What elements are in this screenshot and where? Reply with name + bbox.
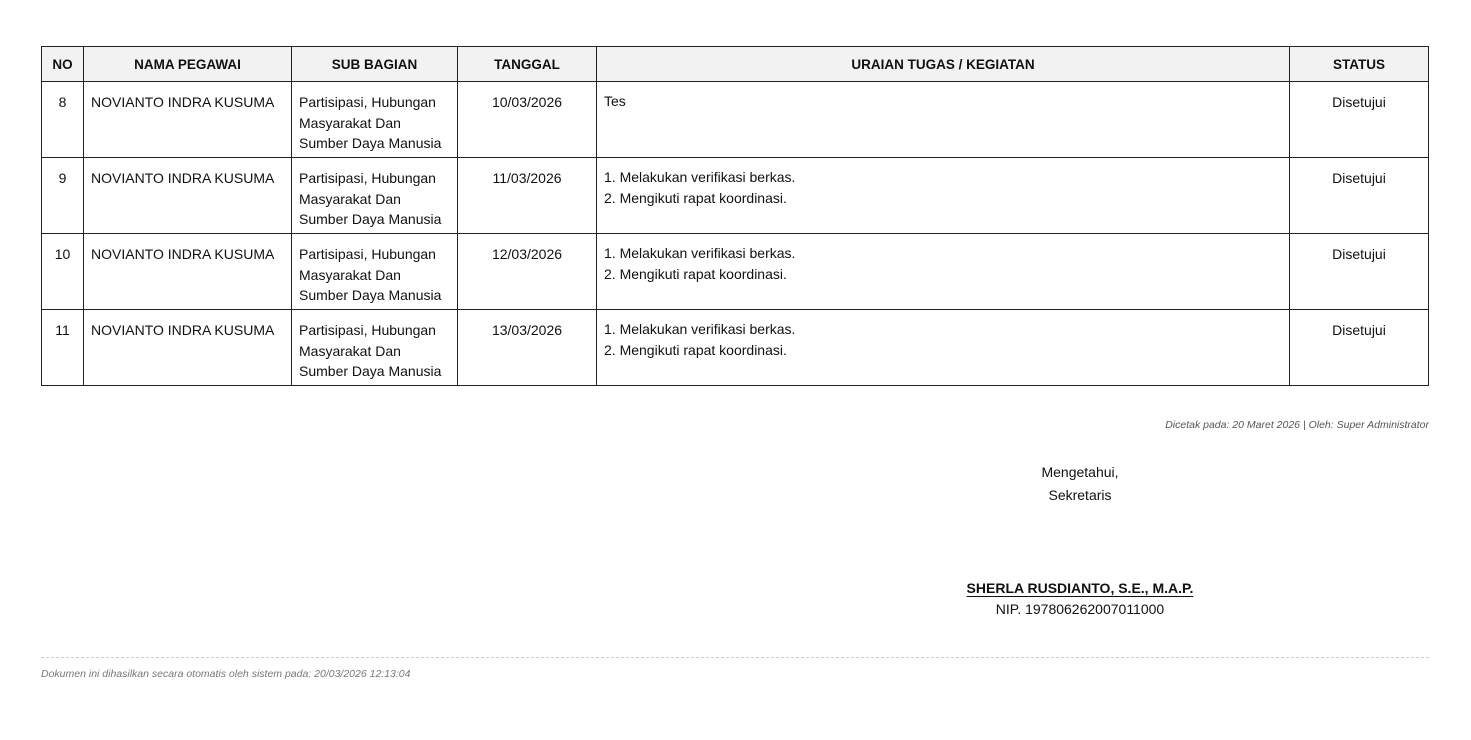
cell-nama: NOVIANTO INDRA KUSUMA	[84, 158, 292, 234]
task-item: 2. Mengikuti rapat koordinasi.	[604, 342, 787, 358]
cell-nama: NOVIANTO INDRA KUSUMA	[84, 234, 292, 310]
cell-tanggal: 13/03/2026	[458, 310, 597, 386]
table-row	[42, 234, 1429, 310]
task-item: 1. Melakukan verifikasi berkas.	[604, 321, 796, 337]
cell-sub-bagian: Partisipasi, Hubungan Masyarakat Dan Sumber Daya Manusia	[292, 234, 458, 310]
task-item: Tes	[604, 93, 626, 109]
signature-nip: NIP. 197806262007011000	[995, 601, 1165, 617]
header-no: NO	[42, 47, 84, 82]
cell-no: 11	[42, 310, 84, 386]
cell-no: 9	[42, 158, 84, 234]
header-uraian: URAIAN TUGAS / KEGIATAN	[597, 47, 1290, 82]
header-nama: NAMA PEGAWAI	[84, 47, 292, 82]
header-sub-bagian: SUB BAGIAN	[292, 47, 458, 82]
cell-status: Disetujui	[1290, 310, 1429, 386]
footer-text: Dokumen ini dihasilkan secara otomatis oleh sistem pada: 20/03/2026 12:13:04	[41, 668, 411, 680]
table-row	[42, 82, 1429, 158]
table-header-row	[42, 47, 1429, 82]
task-item: 2. Mengikuti rapat koordinasi.	[604, 190, 787, 206]
cell-status: Disetujui	[1290, 82, 1429, 158]
table-row	[42, 310, 1429, 386]
activity-table	[41, 46, 1429, 386]
task-item: 1. Melakukan verifikasi berkas.	[604, 169, 796, 185]
header-tanggal: TANGGAL	[458, 47, 597, 82]
cell-tanggal: 10/03/2026	[458, 82, 597, 158]
cell-sub-bagian: Partisipasi, Hubungan Masyarakat Dan Sumber Daya Manusia	[292, 158, 458, 234]
cell-tanggal: 11/03/2026	[458, 158, 597, 234]
cell-no: 10	[42, 234, 84, 310]
footer-divider	[41, 657, 1429, 658]
cell-nama: NOVIANTO INDRA KUSUMA	[84, 310, 292, 386]
cell-nama: NOVIANTO INDRA KUSUMA	[84, 82, 292, 158]
printed-info: Dicetak pada: 20 Maret 2026 | Oleh: Super Administrator	[1165, 419, 1429, 431]
task-item: 1. Melakukan verifikasi berkas.	[604, 245, 796, 261]
signature-position: Sekretaris	[1048, 487, 1112, 503]
cell-uraian	[597, 234, 1290, 310]
task-item: 2. Mengikuti rapat koordinasi.	[604, 266, 787, 282]
cell-status: Disetujui	[1290, 158, 1429, 234]
cell-uraian	[597, 158, 1290, 234]
cell-uraian	[597, 310, 1290, 386]
cell-sub-bagian: Partisipasi, Hubungan Masyarakat Dan Sumber Daya Manusia	[292, 310, 458, 386]
table-row	[42, 158, 1429, 234]
cell-status: Disetujui	[1290, 234, 1429, 310]
cell-uraian	[597, 82, 1290, 158]
cell-no: 8	[42, 82, 84, 158]
header-status: STATUS	[1290, 47, 1429, 82]
cell-tanggal: 12/03/2026	[458, 234, 597, 310]
signature-label: Mengetahui,	[1041, 464, 1119, 480]
signature-name: SHERLA RUSDIANTO, S.E., M.A.P.	[966, 580, 1194, 596]
cell-sub-bagian: Partisipasi, Hubungan Masyarakat Dan Sumber Daya Manusia	[292, 82, 458, 158]
